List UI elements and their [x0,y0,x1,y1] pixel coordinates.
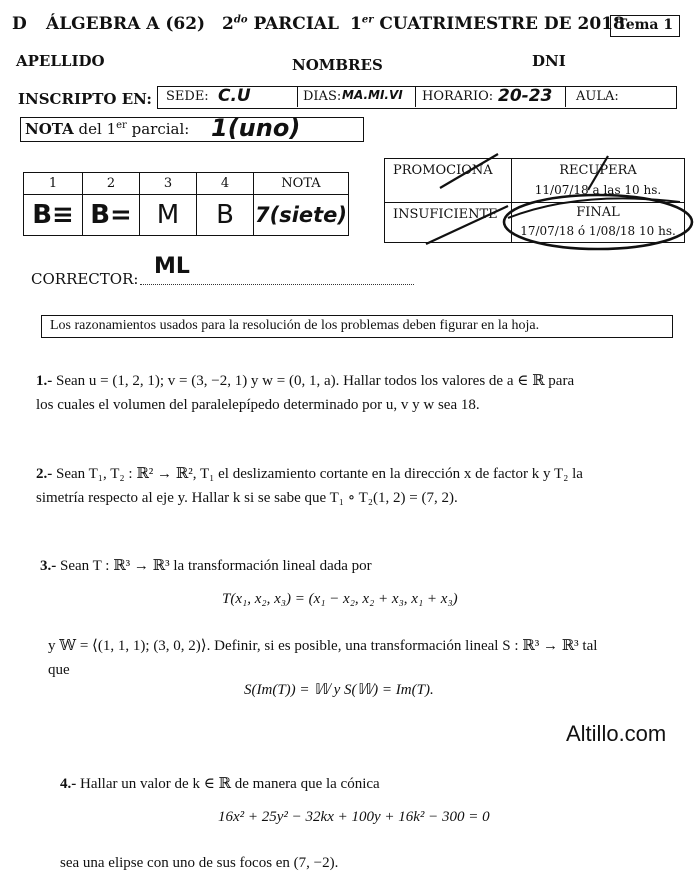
problem-3 [40,554,695,578]
dni-label: DNI [532,52,566,70]
promociona-cell: PROMOCIONA [385,159,512,203]
problem-2-text-b: simetría respecto al eje y. Hallar k si se sabe que T₁ ∘ T₂(1, 2) = (7, 2). [36,490,458,506]
problem-4-text-a: Hallar un valor de k ∈ ℝ de manera que la cónica [80,776,380,792]
recupera-strike [588,156,608,190]
grade-header-4: 4 [197,173,254,195]
dias-value: MA.MI.VI [342,88,403,102]
problem-2 [36,462,691,510]
problem-4 [60,772,690,796]
corrector-label: CORRECTOR: [31,270,139,288]
final-date: 17/07/18 ó 1/08/18 10 hs. [520,224,676,238]
instruction-box: Los razonamientos usados para la resolución de los problemas deben figurar en la hoja. [41,315,673,338]
corrector-value: ML [154,254,190,279]
sede-label: SEDE: [166,89,209,104]
grade-header-3: 3 [140,173,197,195]
dias-label: DIAS: [303,89,342,104]
horario-value: 20-23 [498,86,553,106]
problem-1 [36,369,691,417]
problem-4-equation: 16x² + 25y² − 32kx + 100y + 16k² − 300 = 0 [218,809,490,825]
problem-2-number: 2.- [36,466,53,482]
grade-value-2: B= [83,195,140,236]
grade-value-3: M [140,195,197,236]
corrector-line [140,284,414,285]
problem-4-b [60,851,690,875]
nombres-label: NOMBRES [292,56,383,74]
problem-1-number: 1.- [36,373,53,389]
grade-header-1: 1 [24,173,83,195]
grade-value-4: B [197,195,254,236]
apellido-label: APELLIDO [16,52,105,70]
watermark: Altillo.com [566,721,667,746]
final-title: FINAL [576,205,620,220]
sede-value: C.U [218,86,251,106]
problem-3-text-a: Sean T : ℝ³ → ℝ³ la transformación lineal dada por [60,558,372,574]
problem-3-equation-2: S(Im(T)) = 𝕎 y S(𝕎) = Im(T). [244,682,434,698]
problem-2-text-a: Sean T₁, T₂ : ℝ² → ℝ², T₁ el deslizamiento cortante en la dirección x de factor k y T₂ la [56,466,583,482]
problem-3-text-b: y 𝕎 = ⟨(1, 1, 1); (3, 0, 2)⟩. Definir, si es posible, una transformación lineal S : ℝ³ → ℝ³ tal [48,638,598,654]
nota-parcial-box [20,114,364,142]
inscripto-box [157,86,677,109]
problem-3-equation-1: T(x₁, x₂, x₃) = (x₁ − x₂, x₂ + x₃, x₁ + x₃) [222,591,458,607]
nota-parcial-value: 1(uno) [211,114,301,142]
tema-box: Tema 1 [610,15,680,37]
status-marks [380,140,700,252]
problem-1-text-a: Sean u = (1, 2, 1); v = (3, −2, 1) y w = (0, 1, a). Hallar todos los valores de a ∈ ℝ para [56,373,575,389]
problem-4-text-b: sea una elipse con uno de sus focos en (7, −2). [60,855,339,871]
final-circle [504,195,692,249]
dias-cell [298,87,416,107]
exam-title: $2^{do}$ PARCIAL [222,14,339,34]
problem-1-text-b: los cuales el volumen del paralelepípedo determinado por u, v y w sea 18. [36,397,480,413]
problem-4-number: 4.- [60,776,77,792]
grades-table [23,172,349,236]
grade-value-nota: 7(siete) [254,195,349,236]
term-title: 1er CUATRIMESTRE DE 2018 [350,14,625,34]
insuficiente-strike [426,206,508,244]
insuficiente-cell: INSUFICIENTE [385,203,512,243]
grades-header-row [24,173,349,195]
recupera-title: RECUPERA [559,163,637,178]
horario-label: HORARIO: [422,89,494,104]
recupera-date: 11/07/18 a las 10 hs. [534,183,662,197]
problem-3-text-c: que [48,662,70,678]
tema-letter: D [12,14,27,34]
inscripto-label: INSCRIPTO EN: [18,90,152,108]
sede-cell [158,87,298,107]
grade-header-nota: NOTA [254,173,349,195]
course-title: ÁLGEBRA A (62) [46,14,206,34]
promociona-strike [440,154,498,188]
grades-value-row [24,195,349,236]
grade-header-2: 2 [83,173,140,195]
nota-parcial-label: NOTA del 1er parcial: [25,120,190,138]
problem-3-b [48,634,693,682]
horario-cell [416,87,566,107]
aula-label: AULA: [576,89,619,104]
grade-value-1: B≡ [24,195,83,236]
problem-3-number: 3.- [40,558,57,574]
